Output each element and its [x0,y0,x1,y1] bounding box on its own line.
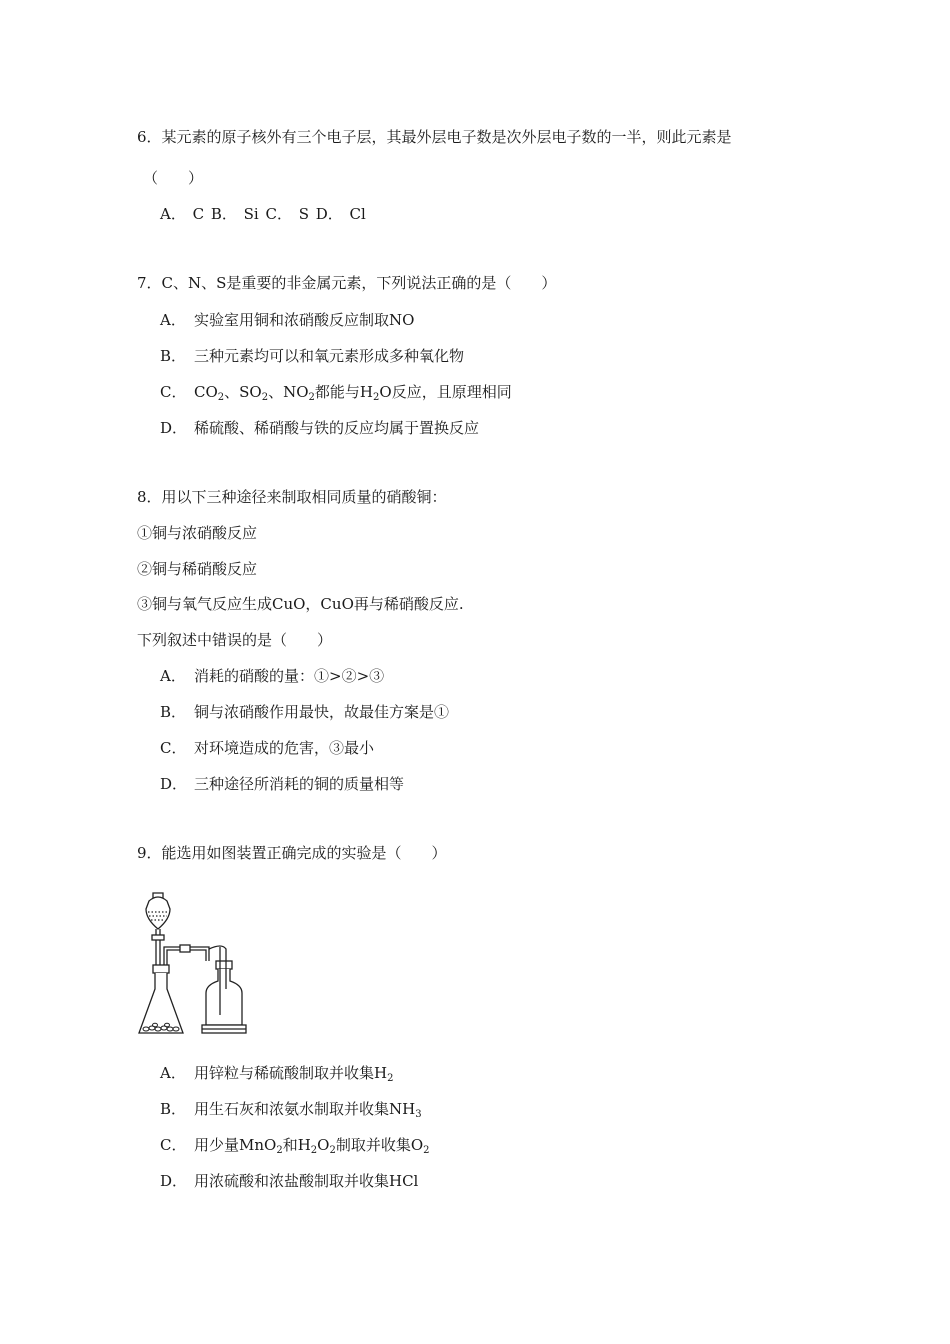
option-text: 三种途径所消耗的铜的质量相等 [194,775,405,793]
question-9-option-b [160,1099,422,1119]
question-8-route-2: ②铜与稀硝酸反应 [137,560,258,578]
option-label: D． [160,775,188,793]
option-text: $CO_2$、$SO_2$、$NO_2$都能与$H_2O$反应，且原理相同 [194,383,512,403]
option-label: B． [160,347,187,365]
question-9-stem: 9．能选用如图装置正确完成的实验是（ ） [137,844,447,862]
option-text: 消耗的硝酸的量：①>②>③ [194,667,385,685]
option-text: 用锌粒与稀硫酸制取并收集$H_2$ [194,1064,394,1084]
question-6-options: A． C B． Si C． S D． Cl [160,205,366,223]
question-8-option-d [160,774,404,794]
option-text: 用生石灰和浓氨水制取并收集$NH_3$ [194,1100,422,1120]
option-text: 稀硫酸、稀硝酸与铁的反应均属于置换反应 [194,419,480,437]
option-label: A． [160,1064,186,1082]
question-7-option-c [160,382,512,402]
bottle-stand [202,1025,246,1033]
option-text: 铜与浓硝酸作用最快，故最佳方案是① [194,703,450,721]
option-label: A． [160,667,186,685]
gas-collection-bottle [206,947,242,1025]
question-7-stem: 7．C、N、S是重要的非金属元素，下列说法正确的是（ ） [137,274,557,292]
question-6-answer-paren: （ ） [143,169,204,187]
conical-flask [139,973,183,1033]
option-text: 用少量MnO$_2$和$H_2O_2$制取并收集$O_2$ [194,1136,430,1156]
option-label: B． [160,703,187,721]
gas-generation-apparatus-figure [136,885,260,1037]
question-8-option-b [160,702,449,722]
option-label: C． [160,739,187,757]
question-9-option-a [160,1063,393,1083]
flask-stopper [153,965,169,973]
question-8-option-c [160,738,374,758]
option-text: 实验室用铜和浓硝酸反应制取NO [194,311,415,329]
option-text: 对环境造成的危害，③最小 [194,739,375,757]
option-text: 三种元素均可以和氧元素形成多种氧化物 [194,347,465,365]
option-label: C． [160,1136,187,1154]
question-8-option-a [160,666,384,686]
question-9-option-c [160,1135,430,1155]
question-8-route-1: ①铜与浓硝酸反应 [137,524,258,542]
option-label: A． [160,311,186,329]
option-label: D． [160,419,188,437]
question-8-prompt: 下列叙述中错误的是（ ） [137,631,333,649]
option-label: B． [160,1100,187,1118]
question-8-route-3: ③铜与氧气反应生成CuO，CuO再与稀硝酸反应. [137,595,464,613]
option-label: C． [160,383,187,401]
question-7-option-d [160,418,479,438]
question-6-stem: 6．某元素的原子核外有三个电子层，其最外层电子数是次外层电子数的一半，则此元素是 [137,128,732,146]
question-7-option-b [160,346,464,366]
question-7-option-a [160,310,414,330]
option-label: D． [160,1172,188,1190]
question-9-option-d [160,1171,418,1191]
question-8-stem: 8．用以下三种途径来制取相同质量的硝酸铜： [137,488,447,506]
option-text: 用浓硫酸和浓盐酸制取并收集HCl [194,1172,419,1190]
